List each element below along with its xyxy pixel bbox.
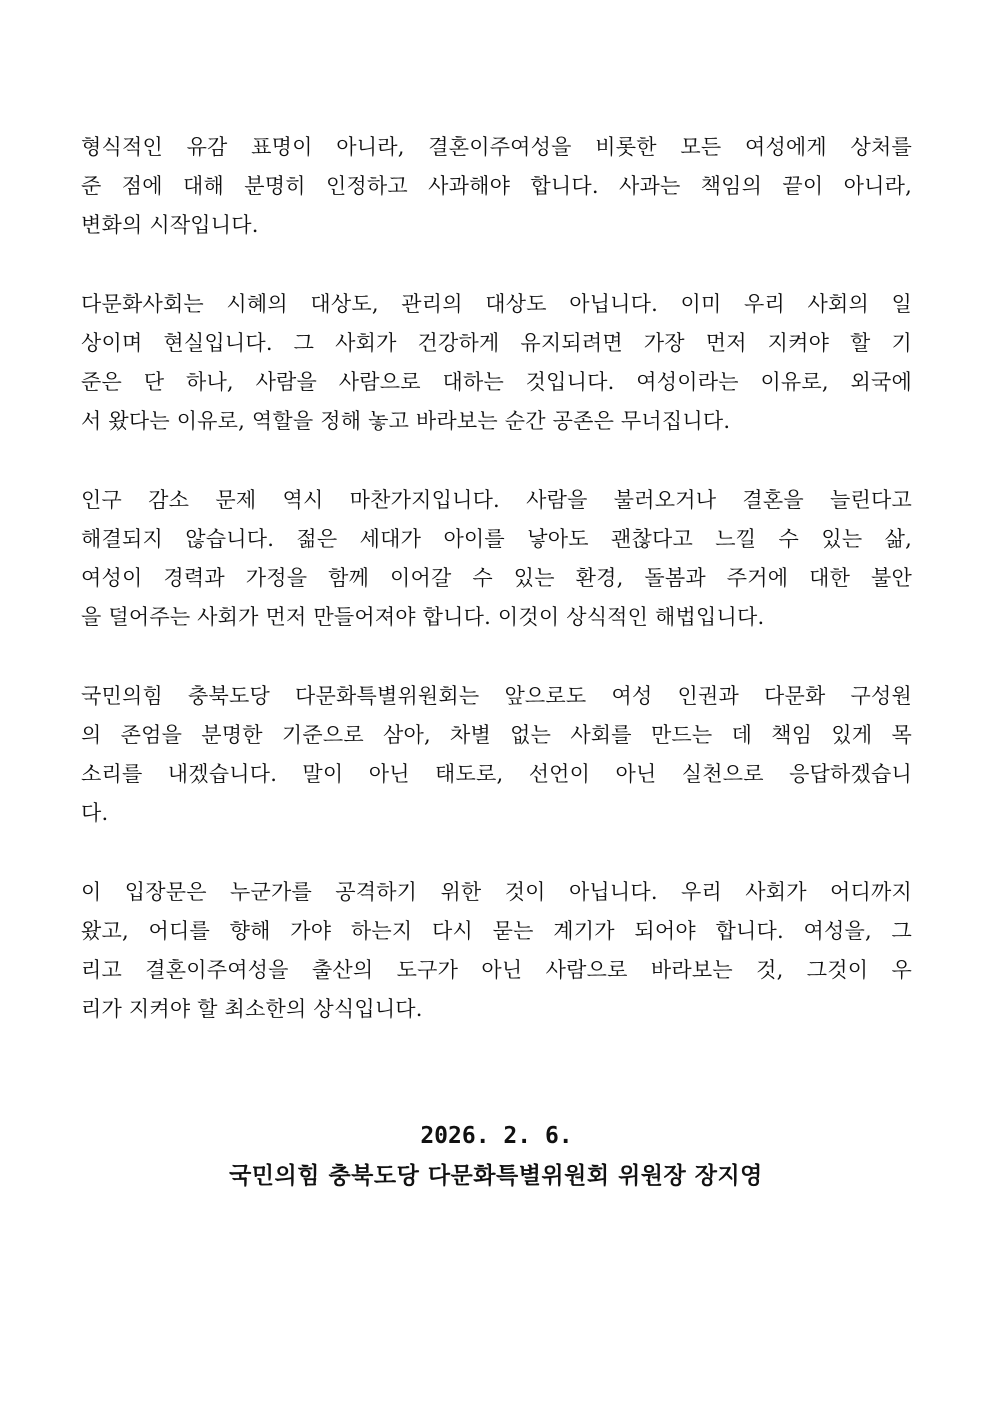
- statement-body: [81, 128, 912, 1069]
- text-line: 다.: [81, 801, 109, 825]
- paragraph-apology: [81, 128, 912, 245]
- text-line: 이 입장문은 누군가를 공격하기 위한 것이 아닙니다. 우리 사회가 어디까지: [81, 880, 912, 904]
- paragraph-multicultural-society: [81, 285, 912, 441]
- text-line: 의 존엄을 분명한 기준으로 삼아, 차별 없는 사회를 만드는 데 책임 있게 목: [81, 723, 912, 747]
- text-line: 왔고, 어디를 향해 가야 하는지 다시 묻는 계기가 되어야 합니다. 여성을, 그: [81, 919, 912, 943]
- text-line: 인구 감소 문제 역시 마찬가지입니다. 사람을 불러오거나 결혼을 늘린다고: [81, 488, 912, 512]
- text-line: 상이며 현실입니다. 그 사회가 건강하게 유지되려면 가장 먼저 지켜야 할 기: [81, 331, 912, 355]
- signature-block: [0, 1116, 992, 1196]
- text-line: 준은 단 하나, 사람을 사람으로 대하는 것입니다. 여성이라는 이유로, 외국에: [81, 370, 912, 394]
- signer-name: 국민의힘 충북도당 다문화특별위원회 위원장 장지영: [229, 1162, 763, 1189]
- text-line: 해결되지 않습니다. 젊은 세대가 아이를 낳아도 괜찮다고 느낄 수 있는 삶,: [81, 527, 912, 551]
- text-line: 다문화사회는 시혜의 대상도, 관리의 대상도 아닙니다. 이미 우리 사회의 일: [81, 292, 912, 316]
- text-line: 준 점에 대해 분명히 인정하고 사과해야 합니다. 사과는 책임의 끝이 아니라,: [81, 174, 912, 198]
- statement-date: 2026. 2. 6.: [420, 1123, 573, 1149]
- paragraph-population-decline: [81, 481, 912, 637]
- text-line: 리고 결혼이주여성을 출산의 도구가 아닌 사람으로 바라보는 것, 그것이 우: [81, 958, 912, 982]
- text-line: 리가 지켜야 할 최소한의 상식입니다.: [81, 997, 423, 1021]
- text-line: 소리를 내겠습니다. 말이 아닌 태도로, 선언이 아닌 실천으로 응답하겠습니: [81, 762, 912, 786]
- text-line: 국민의힘 충북도당 다문화특별위원회는 앞으로도 여성 인권과 다문화 구성원: [81, 684, 912, 708]
- text-line: 변화의 시작입니다.: [81, 213, 259, 237]
- paragraph-closing: [81, 873, 912, 1029]
- text-line: 형식적인 유감 표명이 아니라, 결혼이주여성을 비롯한 모든 여성에게 상처를: [81, 135, 912, 159]
- text-line: 여성이 경력과 가정을 함께 이어갈 수 있는 환경, 돌봄과 주거에 대한 불안: [81, 566, 912, 590]
- paragraph-committee-commitment: [81, 677, 912, 833]
- text-line: 을 덜어주는 사회가 먼저 만들어져야 합니다. 이것이 상식적인 해법입니다.: [81, 605, 765, 629]
- text-line: 서 왔다는 이유로, 역할을 정해 놓고 바라보는 순간 공존은 무너집니다.: [81, 409, 731, 433]
